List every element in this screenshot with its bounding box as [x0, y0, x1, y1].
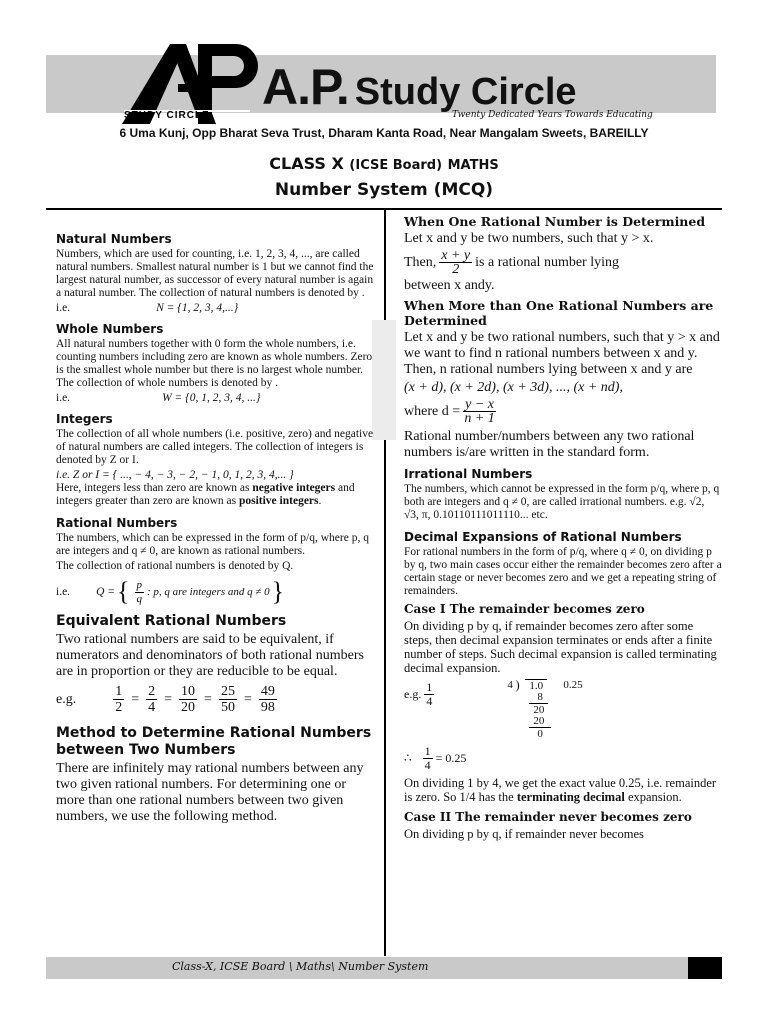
integers-text-2d: positive integers: [238, 495, 319, 507]
one-frac-num: x + y: [441, 248, 471, 263]
case1-eg-row: [404, 681, 437, 708]
fraction-denominator: 4: [148, 700, 156, 715]
equivalent-fraction: [219, 684, 237, 715]
fraction-numerator: 10: [181, 684, 196, 699]
one-frac: [439, 249, 472, 276]
address: 6 Uma Kunj, Opp Bharat Seva Trust, Dharam Kanta Road, Near Mangalam Sweets, BAREILLY: [119, 126, 649, 140]
integers-text-2e: .: [318, 495, 322, 507]
equals-sign: =: [164, 691, 173, 707]
case1-frac: [424, 681, 434, 708]
fraction-denominator: 20: [181, 700, 196, 715]
div-dividend: 1.0: [525, 679, 547, 692]
case1-heading: Case I The remainder becomes zero: [404, 602, 645, 616]
equivalent-eg: e.g.: [56, 691, 77, 707]
brand-study-circle: Study Circle: [354, 71, 577, 113]
more-rational-text: Let x and y be two rational numbers, such that y > x and we want to find n rational numbers between x and y. Then, n rational numbers lying between x and y are: [404, 330, 720, 377]
integers-text-2a: Here, integers less than zero are known as: [56, 482, 253, 494]
footer-box: [688, 957, 722, 979]
whole-heading: Whole Numbers: [56, 322, 164, 336]
irrational-text: The numbers, which cannot be expressed in the form p/q, where p, q both are integers and q ≠ 0, are called irrational numbers. e.g. √2, √3, π, 0.10110111011110... etc.: [404, 483, 720, 521]
case1-eg: e.g.: [404, 687, 422, 701]
equivalent-heading: Equivalent Rational Numbers: [56, 613, 287, 629]
div-divisor: 4: [507, 679, 513, 691]
equivalent-fractions: [110, 684, 280, 715]
more-frac-num: y − x: [465, 397, 494, 412]
more-rational-heading: When More than One Rational Numbers are Determined: [404, 298, 714, 328]
therefore-symbol: ∴: [404, 751, 412, 765]
long-division: [507, 679, 627, 743]
natural-set: N = {1, 2, 3, 4,...}: [156, 302, 239, 314]
fraction-numerator: 25: [220, 684, 235, 699]
result-frac-num: 1: [424, 744, 431, 758]
footer-text: Class-X, ICSE Board \ Maths\ Number System: [172, 960, 429, 973]
result-frac-den: 4: [424, 758, 431, 772]
more-rational-seq: (x + d), (x + 2d), (x + 3d), ..., (x + nd),: [404, 380, 623, 395]
one-rational-text-2: between x andy.: [404, 278, 495, 293]
more-frac-den: n + 1: [464, 411, 495, 426]
tagline: Twenty Dedicated Years Towards Educating: [452, 110, 653, 120]
one-frac-den: 2: [452, 262, 460, 277]
integers-text-2c: and integers greater than zero are known as: [56, 482, 355, 507]
case1-result: [404, 745, 722, 772]
div-step-4: 0: [529, 727, 551, 740]
natural-text: Numbers, which are used for counting, i.e. 1, 2, 3, 4, ..., are called natural numbers. Smallest natural number is 1 but we cannot find the largest natural number, as successor of every natural number is again a natural number. The collection of natural numbers is denoted by .: [56, 248, 374, 299]
one-rational-text: Let x and y be two numbers, such that y > x.: [404, 231, 654, 246]
class-label: CLASS X: [269, 154, 344, 173]
result-frac: [423, 745, 433, 772]
case1-text-2b: terminating decimal: [516, 790, 625, 804]
case2-heading: Case II The remainder never becomes zero: [404, 810, 692, 824]
div-step-3: 20: [533, 715, 545, 727]
method-text: There are infinitely may rational numbers between any two given rational numbers. For determining one or more than one rational numbers between two given numbers, we use the following method.: [56, 761, 364, 824]
brand-name: [262, 58, 577, 116]
fraction-numerator: 49: [260, 684, 275, 699]
standard-form-text: Rational number/numbers between any two rational numbers is/are written in the standard form.: [404, 429, 695, 460]
equivalent-fraction: [179, 684, 197, 715]
natural-heading: Natural Numbers: [56, 232, 172, 246]
more-rational-d: [404, 398, 722, 425]
div-quotient: 0.25: [563, 679, 583, 691]
div-step-2: 20: [529, 703, 548, 716]
more-frac: [463, 398, 496, 425]
integers-set: i.e. Z or I = { ..., − 4, − 3, − 2, − 1, 0, 1, 2, 3, 4,... }: [56, 469, 294, 481]
rational-heading: Rational Numbers: [56, 516, 178, 530]
case1-text-2c: expansion.: [624, 790, 682, 804]
case1-example: [404, 679, 722, 743]
watermark: [372, 320, 396, 440]
fraction-denominator: 2: [115, 700, 123, 715]
class-title: [0, 154, 768, 173]
decimal-text: For rational numbers in the form of p/q, where q ≠ 0, on dividing p by q, two main cases occur either the remainder becomes zero after a certain stage or never becomes zero and we get a repeating string of remainders.: [404, 546, 722, 597]
result-value: = 0.25: [435, 751, 467, 765]
whole-set: W = {0, 1, 2, 3, 4, ...}: [162, 392, 261, 404]
case1-text-2a: On dividing 1 by 4, we get the exact value 0.25, i.e. remainder is zero. So 1/4 has the: [404, 776, 717, 804]
integers-text: The collection of all whole numbers (i.e. positive, zero) and negative of natural numbers are called integers. The collection of integers is denoted by Z or I.: [56, 428, 374, 466]
fraction-denominator: 98: [260, 700, 275, 715]
case1-frac-num: 1: [426, 680, 433, 694]
left-column: [56, 214, 374, 825]
brand-ap: A.P.: [262, 59, 349, 115]
natural-ie: i.e.: [56, 302, 71, 314]
brace-left: {: [117, 577, 130, 606]
equals-sign: =: [131, 691, 140, 707]
rational-set-row: [56, 577, 374, 607]
case1-text-2: [404, 776, 722, 804]
div-bracket: ): [515, 677, 520, 692]
equivalent-fraction: [259, 684, 277, 715]
equivalent-example: [56, 684, 374, 715]
method-heading: Method to Determine Rational Numbers between Two Numbers: [56, 725, 372, 758]
rational-set-cond: : p, q are integers and q ≠ 0: [147, 586, 270, 598]
rational-set-frac: [135, 579, 145, 606]
brace-right: }: [271, 577, 285, 606]
logo-subtitle: STUDY CIRCLE: [124, 110, 210, 121]
rational-set-den: q: [136, 592, 142, 605]
irrational-heading: Irrational Numbers: [404, 467, 533, 481]
case1-text: On dividing p by q, if remainder becomes zero after some steps, then decimal expansion terminates or ends after a finite number of steps. Such decimal expansion is called terminating decimal expansion.: [404, 619, 717, 675]
fraction-numerator: 2: [148, 684, 156, 699]
whole-ie: i.e.: [56, 392, 71, 404]
rational-set-lhs: Q =: [96, 586, 116, 598]
case2-text: On dividing p by q, if remainder never becomes: [404, 827, 644, 841]
fraction-numerator: 1: [115, 684, 123, 699]
rational-text-2: The collection of rational numbers is denoted by Q.: [56, 560, 294, 572]
equals-sign: =: [243, 691, 252, 707]
more-where: where d =: [404, 403, 461, 419]
whole-set-row: [56, 392, 374, 404]
equals-sign: =: [204, 691, 212, 707]
integers-text-2b: negative integers: [252, 482, 336, 494]
one-rest: is a rational number lying: [475, 254, 619, 270]
equivalent-fraction: [113, 684, 124, 715]
right-column: [404, 214, 722, 841]
decimal-heading: Decimal Expansions of Rational Numbers: [404, 530, 682, 544]
one-rational-formula: [404, 249, 722, 276]
rational-text: The numbers, which can be expressed in the form of p/q, where p, q are integers and q ≠ 0, are known as rational numbers.: [56, 532, 369, 557]
whole-text: All natural numbers together with 0 form the whole numbers, i.e. counting numbers including zero are known as whole numbers. Zero is the smallest whole number but there is no largest whole number. The collection of whole numbers is denoted by .: [56, 338, 373, 389]
chapter-title: Number System (MCQ): [274, 180, 494, 200]
equivalent-text: Two rational numbers are said to be equivalent, if numerators and denominators of both rational numbers are in proportion or they are reducible to be equal.: [56, 632, 364, 679]
rational-ie: i.e.: [56, 586, 71, 598]
rational-set-num: p: [136, 578, 142, 591]
board-label: (ICSE Board): [349, 158, 443, 173]
one-then: Then,: [404, 254, 437, 270]
natural-set-row: [56, 302, 374, 314]
fraction-denominator: 50: [220, 700, 235, 715]
integers-text-2: [56, 482, 374, 508]
case1-frac-den: 4: [426, 694, 433, 708]
subject-label: MATHS: [447, 158, 499, 173]
div-step-1: 8: [537, 691, 543, 703]
one-rational-heading: When One Rational Number is Determined: [404, 214, 706, 229]
integers-heading: Integers: [56, 412, 113, 426]
equivalent-fraction: [146, 684, 157, 715]
